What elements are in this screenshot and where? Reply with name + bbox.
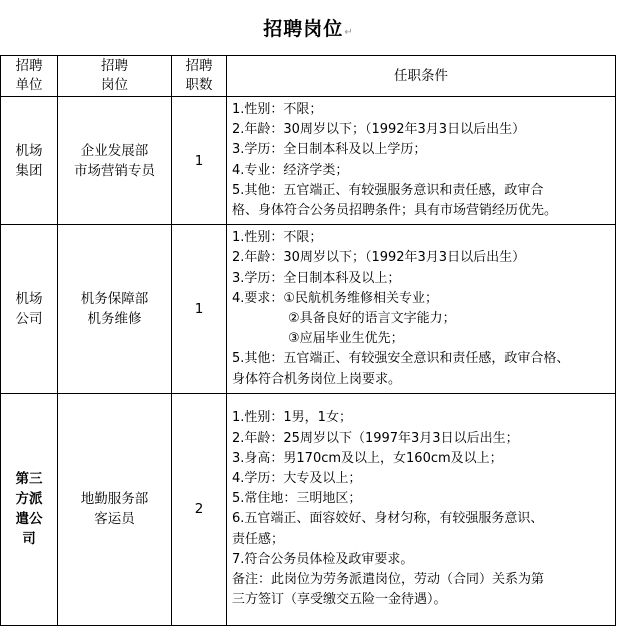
header-position: 招聘 岗位 [58,56,172,97]
recruitment-table [0,55,616,626]
requirement-line: 身体符合机务岗位上岗要求。 [232,371,402,387]
header-requirements: 任职条件 [227,56,616,97]
requirement-line: 4.学历：大专及以上； [232,470,362,486]
requirement-line: 2.年龄：25周岁以下（1997年3月3日以后出生； [232,430,519,446]
requirement-line: 2.年龄：30周岁以下；（1992年3月3日以后出生） [232,250,526,266]
requirement-line: 6.五官端正、面容姣好、身材匀称，有较强服务意识、 [232,511,544,527]
requirement-line: 备注：此岗位为劳务派遣岗位，劳动（合同）关系为第 [232,571,545,587]
position-cell: 机务保障部 机务维修 [58,225,172,394]
requirement-line: 5.其他：五官端正、有较强服务意识和责任感，政审合 [232,182,544,198]
page-title: 招聘岗位↵ [263,18,354,40]
unit-cell: 机场 公司 [1,225,58,394]
table-row [1,393,616,625]
position-cell: 企业发展部 市场营销专员 [58,97,172,225]
requirement-line: 2.年龄：30周岁以下；（1992年3月3日以后出生） [232,122,526,138]
requirement-line: 3.身高：男170cm及以上，女160cm及以上； [232,450,503,466]
requirement-line: 7.符合公务员体检及政审要求。 [232,551,414,567]
requirement-line: 4.要求：①民航机务维修相关专业； [232,290,439,306]
requirement-line: ③应届毕业生优先； [288,331,404,347]
requirements-cell [227,225,616,394]
requirement-line: 5.常住地：三明地区； [232,491,362,507]
unit-cell: 机场 集团 [1,97,58,225]
requirement-line: 三方签订（享受缴交五险一金待遇）。 [232,592,447,608]
position-cell: 地勤服务部 客运员 [58,393,172,625]
requirement-line: 1.性别：不限； [232,230,323,246]
table-row [1,97,616,225]
count-cell: 1 [172,97,227,225]
count-cell: 1 [172,225,227,394]
requirement-line: 3.学历：全日制本科及以上； [232,270,401,286]
requirement-line: 1.性别：1男，1女； [232,410,352,426]
requirement-line: 格、身体符合公务员招聘条件；具有市场营销经历优先。 [232,203,558,219]
requirement-line: 责任感； [232,531,285,547]
header-count: 招聘 职数 [172,56,227,97]
count-cell: 2 [172,393,227,625]
requirement-line: 5.其他：五官端正、有较强安全意识和责任感，政审合格、 [232,351,570,367]
unit-cell: 第三 方派 遣公 司 [1,393,58,625]
requirement-line: ②具备良好的语言文字能力； [288,311,456,327]
requirements-cell [227,393,616,625]
table-row [1,225,616,394]
header-row [1,56,616,97]
header-unit: 招聘 单位 [1,56,58,97]
requirement-line: 3.学历：全日制本科及以上学历； [232,142,427,158]
requirement-line: 4.专业：经济学类； [232,162,349,178]
requirement-line: 1.性别：不限； [232,102,323,117]
requirements-cell [227,97,616,225]
